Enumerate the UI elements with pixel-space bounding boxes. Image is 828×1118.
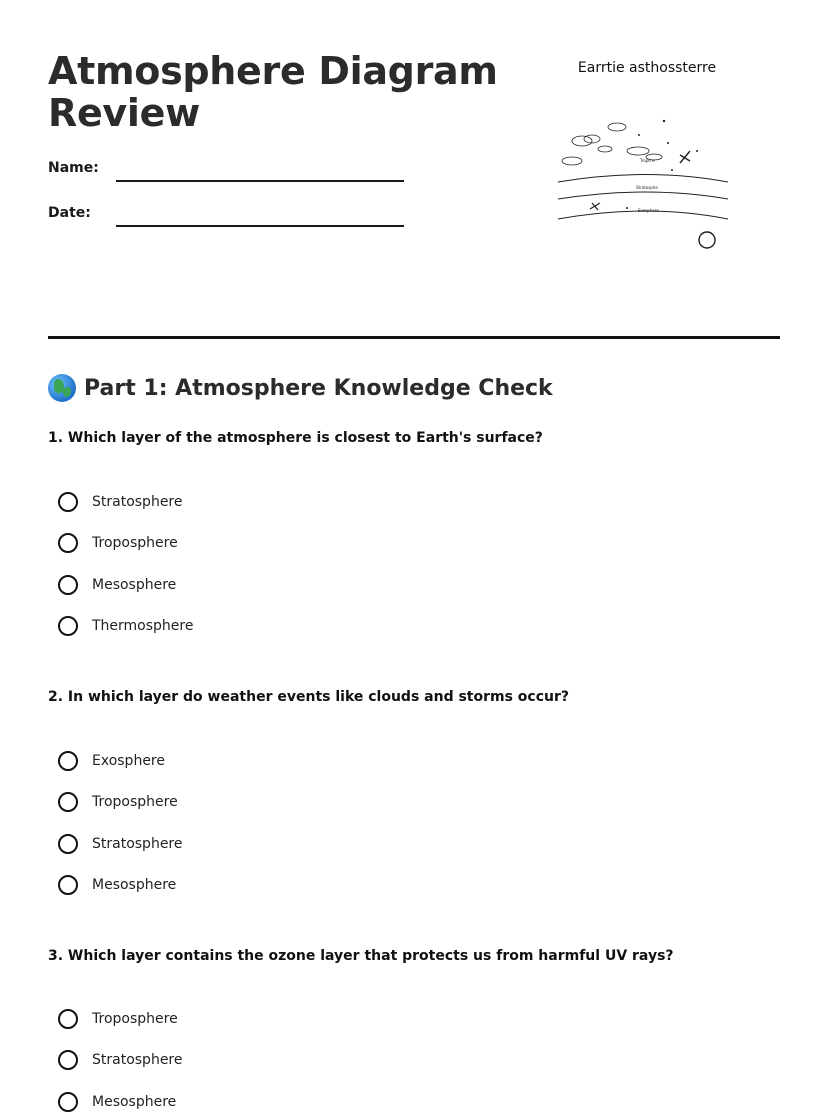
option-label: Stratosphere xyxy=(92,1052,183,1068)
option-label: Troposphere xyxy=(92,1011,178,1027)
atmosphere-illustration xyxy=(552,115,742,255)
date-label: Date: xyxy=(48,205,91,221)
diagram-caption: Earrtie asthossterre xyxy=(577,60,717,76)
radio-button[interactable] xyxy=(58,1092,78,1112)
section-divider xyxy=(48,336,780,339)
moon-icon xyxy=(699,232,715,248)
q3-option-3[interactable] xyxy=(58,1092,176,1112)
name-field[interactable] xyxy=(116,180,404,182)
section-heading xyxy=(48,374,553,402)
radio-button[interactable] xyxy=(58,492,78,512)
globe-icon xyxy=(48,374,76,402)
question-2: 2. In which layer do weather events like clouds and storms occur? xyxy=(48,689,570,705)
option-label: Mesosphere xyxy=(92,1094,177,1110)
option-label: Mesosphere xyxy=(92,877,177,893)
layer-label: Tropo e xyxy=(640,158,655,163)
satellite-icon xyxy=(590,203,600,210)
option-label: Troposphere xyxy=(92,794,178,810)
radio-button[interactable] xyxy=(58,1009,78,1029)
question-3: 3. Which layer contains the ozone layer that protects us from harmful UV rays? xyxy=(48,948,674,964)
option-label: Thermosphere xyxy=(92,618,194,634)
radio-button[interactable] xyxy=(58,1050,78,1070)
q3-option-1[interactable] xyxy=(58,1009,178,1029)
date-field[interactable] xyxy=(116,225,404,227)
page-title: Atmosphere Diagram Review xyxy=(48,49,498,135)
q2-option-3[interactable] xyxy=(58,834,183,854)
airplane-icon xyxy=(680,151,690,163)
stars-icon xyxy=(626,120,698,209)
radio-button[interactable] xyxy=(58,875,78,895)
name-label: Name: xyxy=(48,160,99,176)
option-label: Stratosphere xyxy=(92,836,183,852)
question-1: 1. Which layer of the atmosphere is closest to Earth's surface? xyxy=(48,430,543,446)
q1-option-4[interactable] xyxy=(58,616,193,636)
option-label: Stratosphere xyxy=(92,494,183,510)
radio-button[interactable] xyxy=(58,575,78,595)
q1-option-2[interactable] xyxy=(58,533,178,553)
radio-button[interactable] xyxy=(58,834,78,854)
section-title: Part 1: Atmosphere Knowledge Check xyxy=(84,375,553,401)
option-label: Exosphere xyxy=(92,753,165,769)
q1-option-1[interactable] xyxy=(58,492,183,512)
radio-button[interactable] xyxy=(58,792,78,812)
atmosphere-diagram xyxy=(552,60,742,260)
radio-button[interactable] xyxy=(58,616,78,636)
layer-label: Exosphere xyxy=(638,208,659,213)
layer-label: Stratosphe xyxy=(636,185,658,190)
radio-button[interactable] xyxy=(58,533,78,553)
q3-option-2[interactable] xyxy=(58,1050,183,1070)
radio-button[interactable] xyxy=(58,751,78,771)
q2-option-1[interactable] xyxy=(58,751,165,771)
q1-option-3[interactable] xyxy=(58,575,176,595)
q2-option-2[interactable] xyxy=(58,792,178,812)
option-label: Mesosphere xyxy=(92,577,177,593)
q2-option-4[interactable] xyxy=(58,875,176,895)
option-label: Troposphere xyxy=(92,535,178,551)
